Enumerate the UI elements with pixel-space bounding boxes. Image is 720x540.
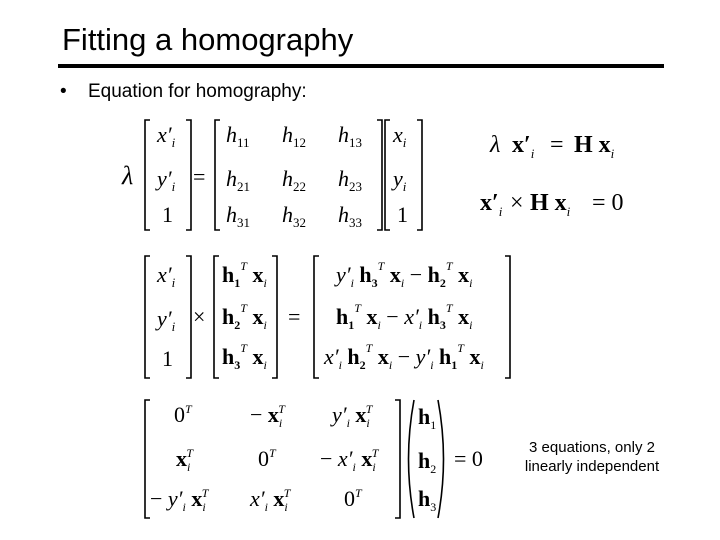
svg-text:1: 1	[162, 202, 173, 227]
svg-text:y′i: $y'_i$	[157, 166, 176, 194]
svg-text:− xiT: − $x_iT$	[250, 402, 285, 430]
bullet-dot: •	[60, 81, 67, 102]
svg-text:h12: $h_{12}$	[282, 122, 306, 150]
svg-text:h3T xi: $h_3^T$ $x_i$	[222, 341, 267, 372]
equations-note: 3 equations, only 2 linearly independent	[524, 439, 660, 475]
svg-text:x′i xiT: $x'_i$ $x_iT$	[250, 486, 291, 514]
equation-cross-product	[145, 256, 510, 378]
svg-text:y′i h3T xi − h2T xi: $y'_i$ $h_3^T$ $x_i - h_2^T$ $x_i$	[336, 259, 473, 290]
svg-text:λ: λ	[490, 132, 501, 158]
svg-text:h3: $h_3$	[418, 486, 437, 514]
svg-text:1: 1	[397, 202, 408, 227]
svg-text:y′i: $y'_i$	[157, 306, 176, 334]
svg-text:=: =	[550, 132, 564, 158]
equation-linear-system	[145, 400, 483, 518]
svg-text:×: ×	[510, 190, 524, 216]
svg-text:h21: $h_{21}$	[226, 166, 250, 194]
svg-text:H xi: H $x_i$	[574, 132, 615, 161]
svg-text:− y′i xiT: − $y'_i$ $x_iT$	[150, 486, 209, 514]
bullet-text: Equation for homography:	[88, 81, 307, 102]
svg-text:xi: $x_i$	[393, 122, 407, 150]
svg-text:=: =	[193, 164, 206, 189]
svg-text:=: =	[288, 304, 301, 329]
svg-text:y′i xiT: $y'_i$ $x_iT$	[332, 402, 373, 430]
equation-cross-zero	[480, 190, 624, 219]
svg-text:x′i: $x'_i$	[480, 190, 503, 219]
svg-text:h13: $h_{13}$	[338, 122, 362, 150]
svg-text:h23: $h_{23}$	[338, 166, 362, 194]
svg-text:h32: $h_{32}$	[282, 202, 306, 230]
svg-text:H xi: H $x_i$	[530, 190, 571, 219]
svg-text:x′i h2T xi − y′i h1T xi: $x'_i$ $h_2^T$ $x_i - y'_i$ $h_1^T$ $x_i$	[324, 341, 484, 372]
slide-title: Fitting a homography	[62, 22, 354, 57]
svg-text:yi: $y_i$	[393, 166, 407, 194]
svg-text:0T: $0^T$	[344, 486, 362, 511]
equation-lambda	[489, 132, 615, 161]
svg-text:x′i: $x'_i$	[512, 132, 535, 161]
svg-text:h22: $h_{22}$	[282, 166, 306, 194]
svg-text:h2: $h_2$	[418, 448, 437, 476]
svg-text:= 0: = 0	[454, 446, 483, 471]
svg-text:h33: $h_{33}$	[338, 202, 362, 230]
equation-matrix-form	[121, 120, 422, 230]
svg-text:x′i: $x'_i$	[157, 262, 176, 290]
svg-text:0T: $0^T$	[258, 446, 276, 471]
svg-text:h11: $h_{11}$	[226, 122, 250, 150]
svg-text:1: 1	[162, 346, 173, 371]
svg-text:xiT: $x_iT$	[176, 446, 194, 474]
svg-text:= 0: = 0	[592, 190, 624, 216]
svg-text:0T: $0^T$	[174, 402, 192, 427]
svg-text:h1T xi − x′i h3T xi: $h_1^T$ $x_i - x'_i$ $h_3^T$ $x_i$	[336, 301, 473, 332]
svg-text:h2T xi: $h_2^T$ $x_i$	[222, 301, 267, 332]
svg-text:x′i: $x'_i$	[157, 122, 176, 150]
svg-text:h31: $h_{31}$	[226, 202, 250, 230]
svg-text:×: ×	[193, 304, 206, 329]
svg-text:λ: λ	[122, 161, 134, 190]
svg-text:h1T xi: $h_1^T$ $x_i$	[222, 259, 267, 290]
svg-text:h1: $h_1$	[418, 404, 437, 432]
svg-text:− x′i xiT: − $x'_i$ $x_iT$	[320, 446, 379, 474]
